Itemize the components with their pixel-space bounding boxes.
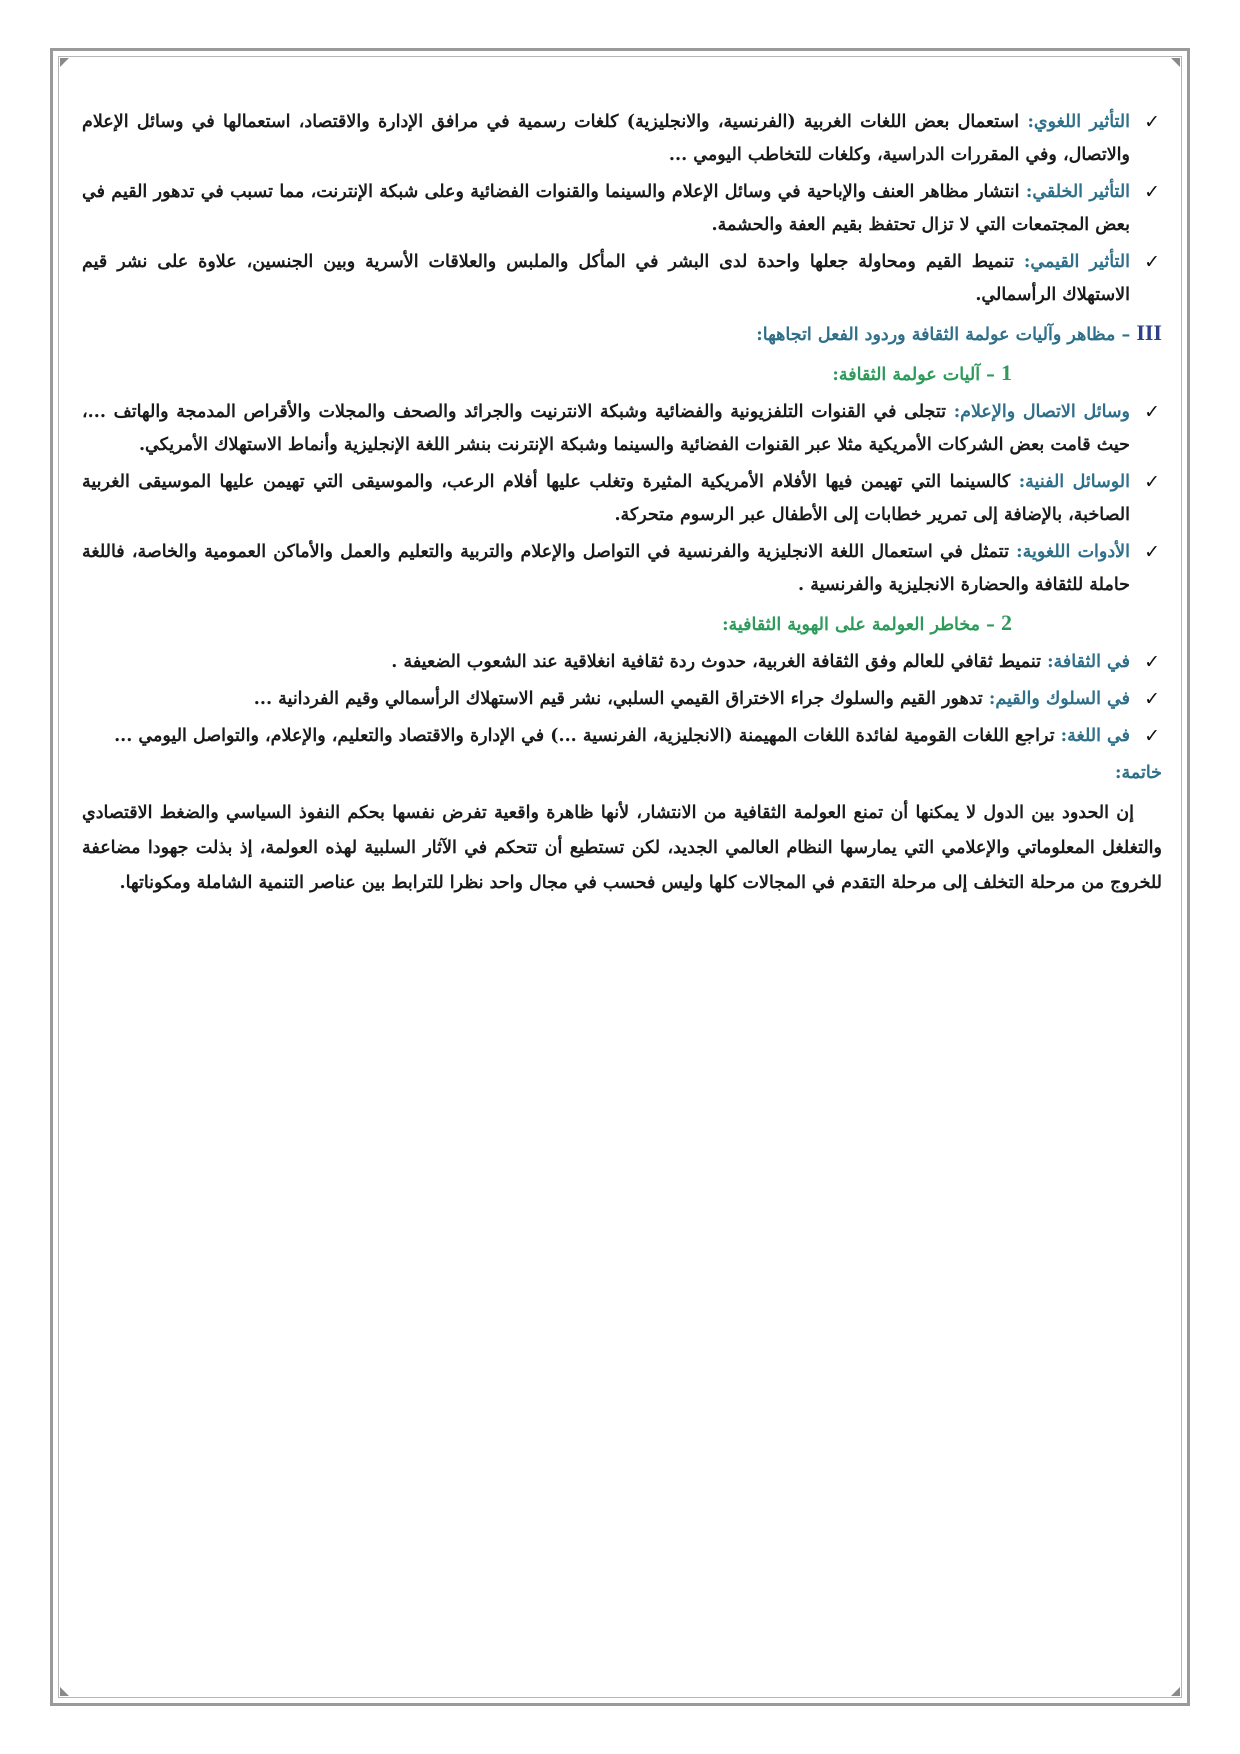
item-text: تنميط القيم ومحاولة جعلها واحدة لدى البشر في المأكل والملبس والعلاقات الأسرية وبين الجنسين، علاوة على نشر قيم الاستهلاك الرأسمالي. — [82, 252, 1130, 305]
item-term: وسائل الاتصال والإعلام: — [953, 402, 1131, 422]
list-item — [82, 106, 1162, 172]
item-term: الوسائل الفنية: — [1018, 472, 1131, 492]
corner-ornament-icon — [1171, 1687, 1180, 1696]
item-term: التأثير اللغوي: — [1027, 112, 1130, 132]
list-item — [82, 536, 1162, 602]
check-mark-icon: ✓ — [1144, 401, 1160, 423]
item-term: في السلوك والقيم: — [988, 689, 1130, 709]
list-item — [82, 396, 1162, 462]
item-text: تدهور القيم والسلوك جراء الاختراق القيمي السلبي، نشر قيم الاستهلاك الرأسمالي وقيم الفردانية ... — [253, 689, 983, 709]
subsection-title: – مخاطر العولمة على الهوية الثقافية: — [722, 615, 995, 635]
check-mark-icon: ✓ — [1144, 111, 1160, 133]
section-heading — [82, 316, 1162, 352]
item-term: في الثقافة: — [1047, 652, 1130, 672]
item-text: انتشار مظاهر العنف والإباحية في وسائل الإعلام والسينما والقنوات الفضائية وعلى شبكة الإنترنت، مما تسبب في تدهور القيم في بعض المجتمعات التي لا تزال تحتفظ بقيم العفة والحشمة. — [82, 182, 1130, 235]
check-mark-icon: ✓ — [1144, 725, 1160, 747]
list-item — [82, 683, 1162, 716]
conclusion-paragraph: إن الحدود بين الدول لا يمكنها أن تمنع العولمة الثقافية من الانتشار، لأنها ظاهرة واقعية تفرض نفسها بحكم النفوذ السياسي والضغط الاقتصادي والتغلغل المعلوماتي والإعلامي التي يمارسها النظام العالمي الجديد، لكن تستطيع أن تتحكم في الآثار السلبية لهذه العولمة، إذ بذلت جهودا مضاعفة للخروج من مرحلة التخلف إلى مرحلة التقدم في المجالات كلها وليس فحسب في مجال واحد نظرا للترابط بين عناصر التنمية الشاملة ومكوناتها. — [82, 803, 1162, 893]
subsection-number: 1 — [1001, 360, 1012, 385]
item-text: تنميط ثقافي للعالم وفق الثقافة الغربية، حدوث ردة ثقافية انغلاقية عند الشعوب الضعيفة . — [391, 652, 1041, 672]
item-text: كالسينما التي تهيمن فيها الأفلام الأمريكية المثيرة وتغلب عليها أفلام الرعب، والموسيقى التي تهيمن عليها الموسيقى الغربية الصاخبة، بالإضافة إلى تمرير خطابات إلى الأطفال عبر الرسوم متحركة. — [82, 472, 1130, 525]
document-body — [82, 106, 1162, 901]
item-term: في اللغة: — [1060, 726, 1130, 746]
check-mark-icon: ✓ — [1144, 251, 1160, 273]
subsection-title: – آليات عولمة الثقافة: — [832, 365, 995, 385]
list-item — [82, 246, 1162, 312]
list-item — [82, 720, 1162, 753]
check-mark-icon: ✓ — [1144, 181, 1160, 203]
list-item — [82, 646, 1162, 679]
corner-ornament-icon — [60, 58, 69, 67]
corner-ornament-icon — [1171, 58, 1180, 67]
item-text: تتمثل في استعمال اللغة الانجليزية والفرنسية في التواصل والإعلام والتربية والتعليم والعمل والأماكن العمومية والخاصة، فاللغة حاملة للثقافة والحضارة الانجليزية والفرنسية . — [82, 542, 1130, 595]
section-numeral: III — [1136, 320, 1162, 345]
item-text: تراجع اللغات القومية لفائدة اللغات المهيمنة (الانجليزية، الفرنسية ...) في الإدارة والاقتصاد والتعليم، والإعلام، والتواصل اليومي ... — [114, 726, 1055, 746]
item-text: تتجلى في القنوات التلفزيونية والفضائية وشبكة الانترنيت والجرائد والصحف والمجلات والأقراص المدمجة والهاتف ...، حيث قامت بعض الشركات الأمريكية مثلا عبر القنوات الفضائية والسينما وشبكة الإنترنت بنشر اللغة الإنجليزية وأنماط الاستهلاك الأمريكي. — [82, 402, 1130, 455]
subsection-number: 2 — [1001, 610, 1012, 635]
subsection-heading — [82, 356, 1012, 392]
item-term: الأدوات اللغوية: — [1016, 542, 1130, 562]
check-mark-icon: ✓ — [1144, 651, 1160, 673]
item-term: التأثير الخلقي: — [1025, 182, 1131, 202]
item-term: التأثير القيمي: — [1023, 252, 1130, 272]
corner-ornament-icon — [60, 1687, 69, 1696]
check-mark-icon: ✓ — [1144, 688, 1160, 710]
check-mark-icon: ✓ — [1144, 541, 1160, 563]
section-title: – مظاهر وآليات عولمة الثقافة وردود الفعل اتجاهها: — [756, 325, 1131, 345]
item-text: استعمال بعض اللغات الغربية (الفرنسية، والانجليزية) كلغات رسمية في مرافق الإدارة والاقتصاد، استعمالها في وسائل الإعلام والاتصال، وفي المقررات الدراسية، وكلغات للتخاطب اليومي ... — [82, 112, 1130, 165]
list-item — [82, 176, 1162, 242]
subsection-heading — [82, 606, 1012, 642]
conclusion-heading: خاتمة: — [1115, 763, 1162, 783]
check-mark-icon: ✓ — [1144, 471, 1160, 493]
list-item — [82, 466, 1162, 532]
